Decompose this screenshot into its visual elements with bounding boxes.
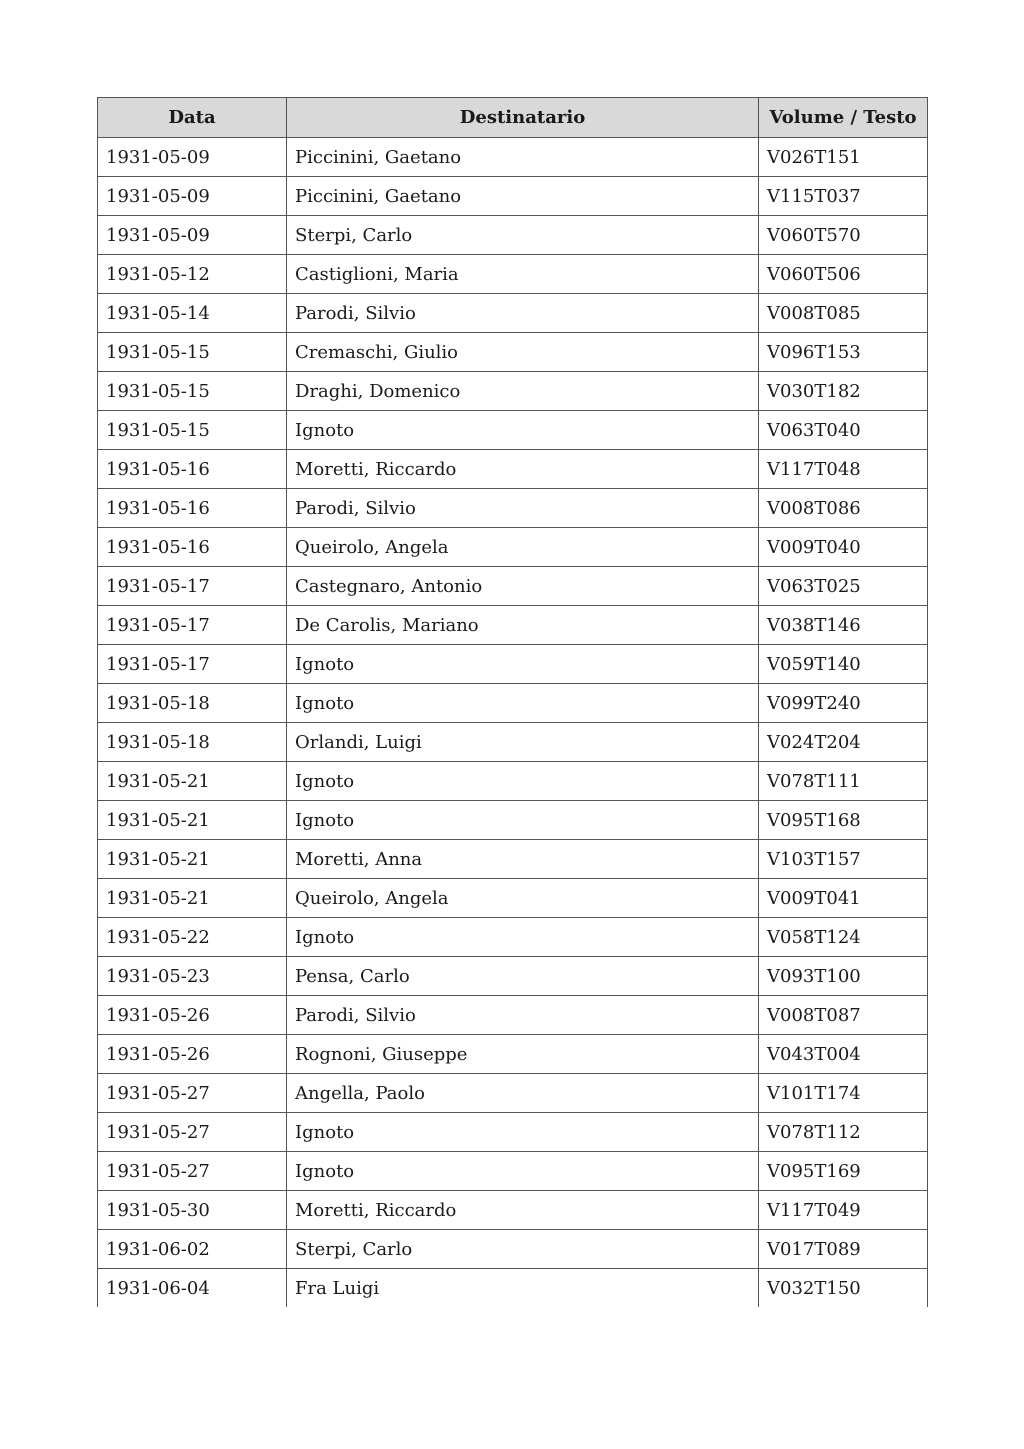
- date-cell: 1931-05-27: [98, 1113, 287, 1152]
- volume-text-cell: V060T570: [759, 216, 928, 255]
- table-row: [98, 1074, 928, 1113]
- volume-text-cell: V078T111: [759, 762, 928, 801]
- date-cell: 1931-05-15: [98, 333, 287, 372]
- column-header-date: Data: [98, 98, 287, 138]
- table-row: [98, 762, 928, 801]
- date-cell: 1931-05-27: [98, 1152, 287, 1191]
- volume-text-cell: V009T040: [759, 528, 928, 567]
- date-cell: 1931-05-26: [98, 1035, 287, 1074]
- volume-text-cell: V117T048: [759, 450, 928, 489]
- recipient-cell: Ignoto: [287, 918, 759, 957]
- table-row: [98, 255, 928, 294]
- volume-text-cell: V008T086: [759, 489, 928, 528]
- recipient-cell: Angella, Paolo: [287, 1074, 759, 1113]
- recipient-cell: Fra Luigi: [287, 1269, 759, 1308]
- date-cell: 1931-05-21: [98, 762, 287, 801]
- recipient-cell: Moretti, Anna: [287, 840, 759, 879]
- recipient-cell: Sterpi, Carlo: [287, 216, 759, 255]
- volume-text-cell: V060T506: [759, 255, 928, 294]
- recipient-cell: Moretti, Riccardo: [287, 450, 759, 489]
- volume-text-cell: V026T151: [759, 138, 928, 177]
- recipient-cell: Sterpi, Carlo: [287, 1230, 759, 1269]
- volume-text-cell: V017T089: [759, 1230, 928, 1269]
- table-row: [98, 1152, 928, 1191]
- column-header-recipient: Destinatario: [287, 98, 759, 138]
- recipient-cell: Piccinini, Gaetano: [287, 138, 759, 177]
- recipient-cell: Cremaschi, Giulio: [287, 333, 759, 372]
- recipient-cell: Ignoto: [287, 801, 759, 840]
- volume-text-cell: V043T004: [759, 1035, 928, 1074]
- volume-text-cell: V103T157: [759, 840, 928, 879]
- recipient-cell: Ignoto: [287, 645, 759, 684]
- table-row: [98, 1035, 928, 1074]
- table-body: [98, 138, 928, 1308]
- table-row: [98, 1230, 928, 1269]
- date-cell: 1931-05-17: [98, 606, 287, 645]
- table-row: [98, 216, 928, 255]
- table-row: [98, 996, 928, 1035]
- volume-text-cell: V024T204: [759, 723, 928, 762]
- volume-text-cell: V030T182: [759, 372, 928, 411]
- table-row: [98, 918, 928, 957]
- recipient-cell: Castegnaro, Antonio: [287, 567, 759, 606]
- column-header-volume-text: Volume / Testo: [759, 98, 928, 138]
- volume-text-cell: V096T153: [759, 333, 928, 372]
- volume-text-cell: V095T169: [759, 1152, 928, 1191]
- date-cell: 1931-05-21: [98, 801, 287, 840]
- date-cell: 1931-05-15: [98, 372, 287, 411]
- volume-text-cell: V063T025: [759, 567, 928, 606]
- date-cell: 1931-05-21: [98, 879, 287, 918]
- table-row: [98, 1269, 928, 1308]
- recipient-cell: Piccinini, Gaetano: [287, 177, 759, 216]
- volume-text-cell: V115T037: [759, 177, 928, 216]
- table-row: [98, 606, 928, 645]
- volume-text-cell: V101T174: [759, 1074, 928, 1113]
- date-cell: 1931-05-12: [98, 255, 287, 294]
- table-row: [98, 1191, 928, 1230]
- table-row: [98, 879, 928, 918]
- date-cell: 1931-05-16: [98, 450, 287, 489]
- date-cell: 1931-05-21: [98, 840, 287, 879]
- date-cell: 1931-05-22: [98, 918, 287, 957]
- table-row: [98, 450, 928, 489]
- table-row: [98, 723, 928, 762]
- table-row: [98, 528, 928, 567]
- date-cell: 1931-05-17: [98, 645, 287, 684]
- recipient-cell: Ignoto: [287, 1152, 759, 1191]
- date-cell: 1931-05-18: [98, 723, 287, 762]
- recipient-cell: Castiglioni, Maria: [287, 255, 759, 294]
- table-row: [98, 1113, 928, 1152]
- table-row: [98, 177, 928, 216]
- recipient-cell: Parodi, Silvio: [287, 489, 759, 528]
- date-cell: 1931-05-09: [98, 138, 287, 177]
- volume-text-cell: V059T140: [759, 645, 928, 684]
- table-row: [98, 333, 928, 372]
- volume-text-cell: V095T168: [759, 801, 928, 840]
- recipient-cell: De Carolis, Mariano: [287, 606, 759, 645]
- date-cell: 1931-05-09: [98, 177, 287, 216]
- recipient-cell: Ignoto: [287, 411, 759, 450]
- date-cell: 1931-05-18: [98, 684, 287, 723]
- date-cell: 1931-05-27: [98, 1074, 287, 1113]
- date-cell: 1931-05-14: [98, 294, 287, 333]
- table-row: [98, 411, 928, 450]
- table-row: [98, 957, 928, 996]
- volume-text-cell: V032T150: [759, 1269, 928, 1308]
- table-row: [98, 294, 928, 333]
- recipient-cell: Parodi, Silvio: [287, 294, 759, 333]
- date-cell: 1931-05-16: [98, 528, 287, 567]
- table-header-row: [98, 98, 928, 138]
- table-row: [98, 372, 928, 411]
- volume-text-cell: V117T049: [759, 1191, 928, 1230]
- date-cell: 1931-05-09: [98, 216, 287, 255]
- date-cell: 1931-05-17: [98, 567, 287, 606]
- recipient-cell: Parodi, Silvio: [287, 996, 759, 1035]
- table-row: [98, 840, 928, 879]
- date-cell: 1931-05-16: [98, 489, 287, 528]
- volume-text-cell: V008T087: [759, 996, 928, 1035]
- date-cell: 1931-05-23: [98, 957, 287, 996]
- recipient-cell: Pensa, Carlo: [287, 957, 759, 996]
- table-row: [98, 489, 928, 528]
- recipient-cell: Rognoni, Giuseppe: [287, 1035, 759, 1074]
- recipient-cell: Moretti, Riccardo: [287, 1191, 759, 1230]
- date-cell: 1931-06-02: [98, 1230, 287, 1269]
- volume-text-cell: V078T112: [759, 1113, 928, 1152]
- table-row: [98, 684, 928, 723]
- recipient-cell: Draghi, Domenico: [287, 372, 759, 411]
- table-row: [98, 138, 928, 177]
- volume-text-cell: V009T041: [759, 879, 928, 918]
- recipient-cell: Ignoto: [287, 684, 759, 723]
- volume-text-cell: V093T100: [759, 957, 928, 996]
- volume-text-cell: V058T124: [759, 918, 928, 957]
- recipient-cell: Ignoto: [287, 1113, 759, 1152]
- volume-text-cell: V008T085: [759, 294, 928, 333]
- recipient-cell: Queirolo, Angela: [287, 879, 759, 918]
- table-row: [98, 567, 928, 606]
- date-cell: 1931-05-26: [98, 996, 287, 1035]
- date-cell: 1931-06-04: [98, 1269, 287, 1308]
- table-row: [98, 801, 928, 840]
- date-cell: 1931-05-30: [98, 1191, 287, 1230]
- recipient-cell: Orlandi, Luigi: [287, 723, 759, 762]
- recipient-cell: Ignoto: [287, 762, 759, 801]
- recipient-cell: Queirolo, Angela: [287, 528, 759, 567]
- volume-text-cell: V099T240: [759, 684, 928, 723]
- volume-text-cell: V038T146: [759, 606, 928, 645]
- table-row: [98, 645, 928, 684]
- date-cell: 1931-05-15: [98, 411, 287, 450]
- letters-table: [97, 97, 928, 1307]
- volume-text-cell: V063T040: [759, 411, 928, 450]
